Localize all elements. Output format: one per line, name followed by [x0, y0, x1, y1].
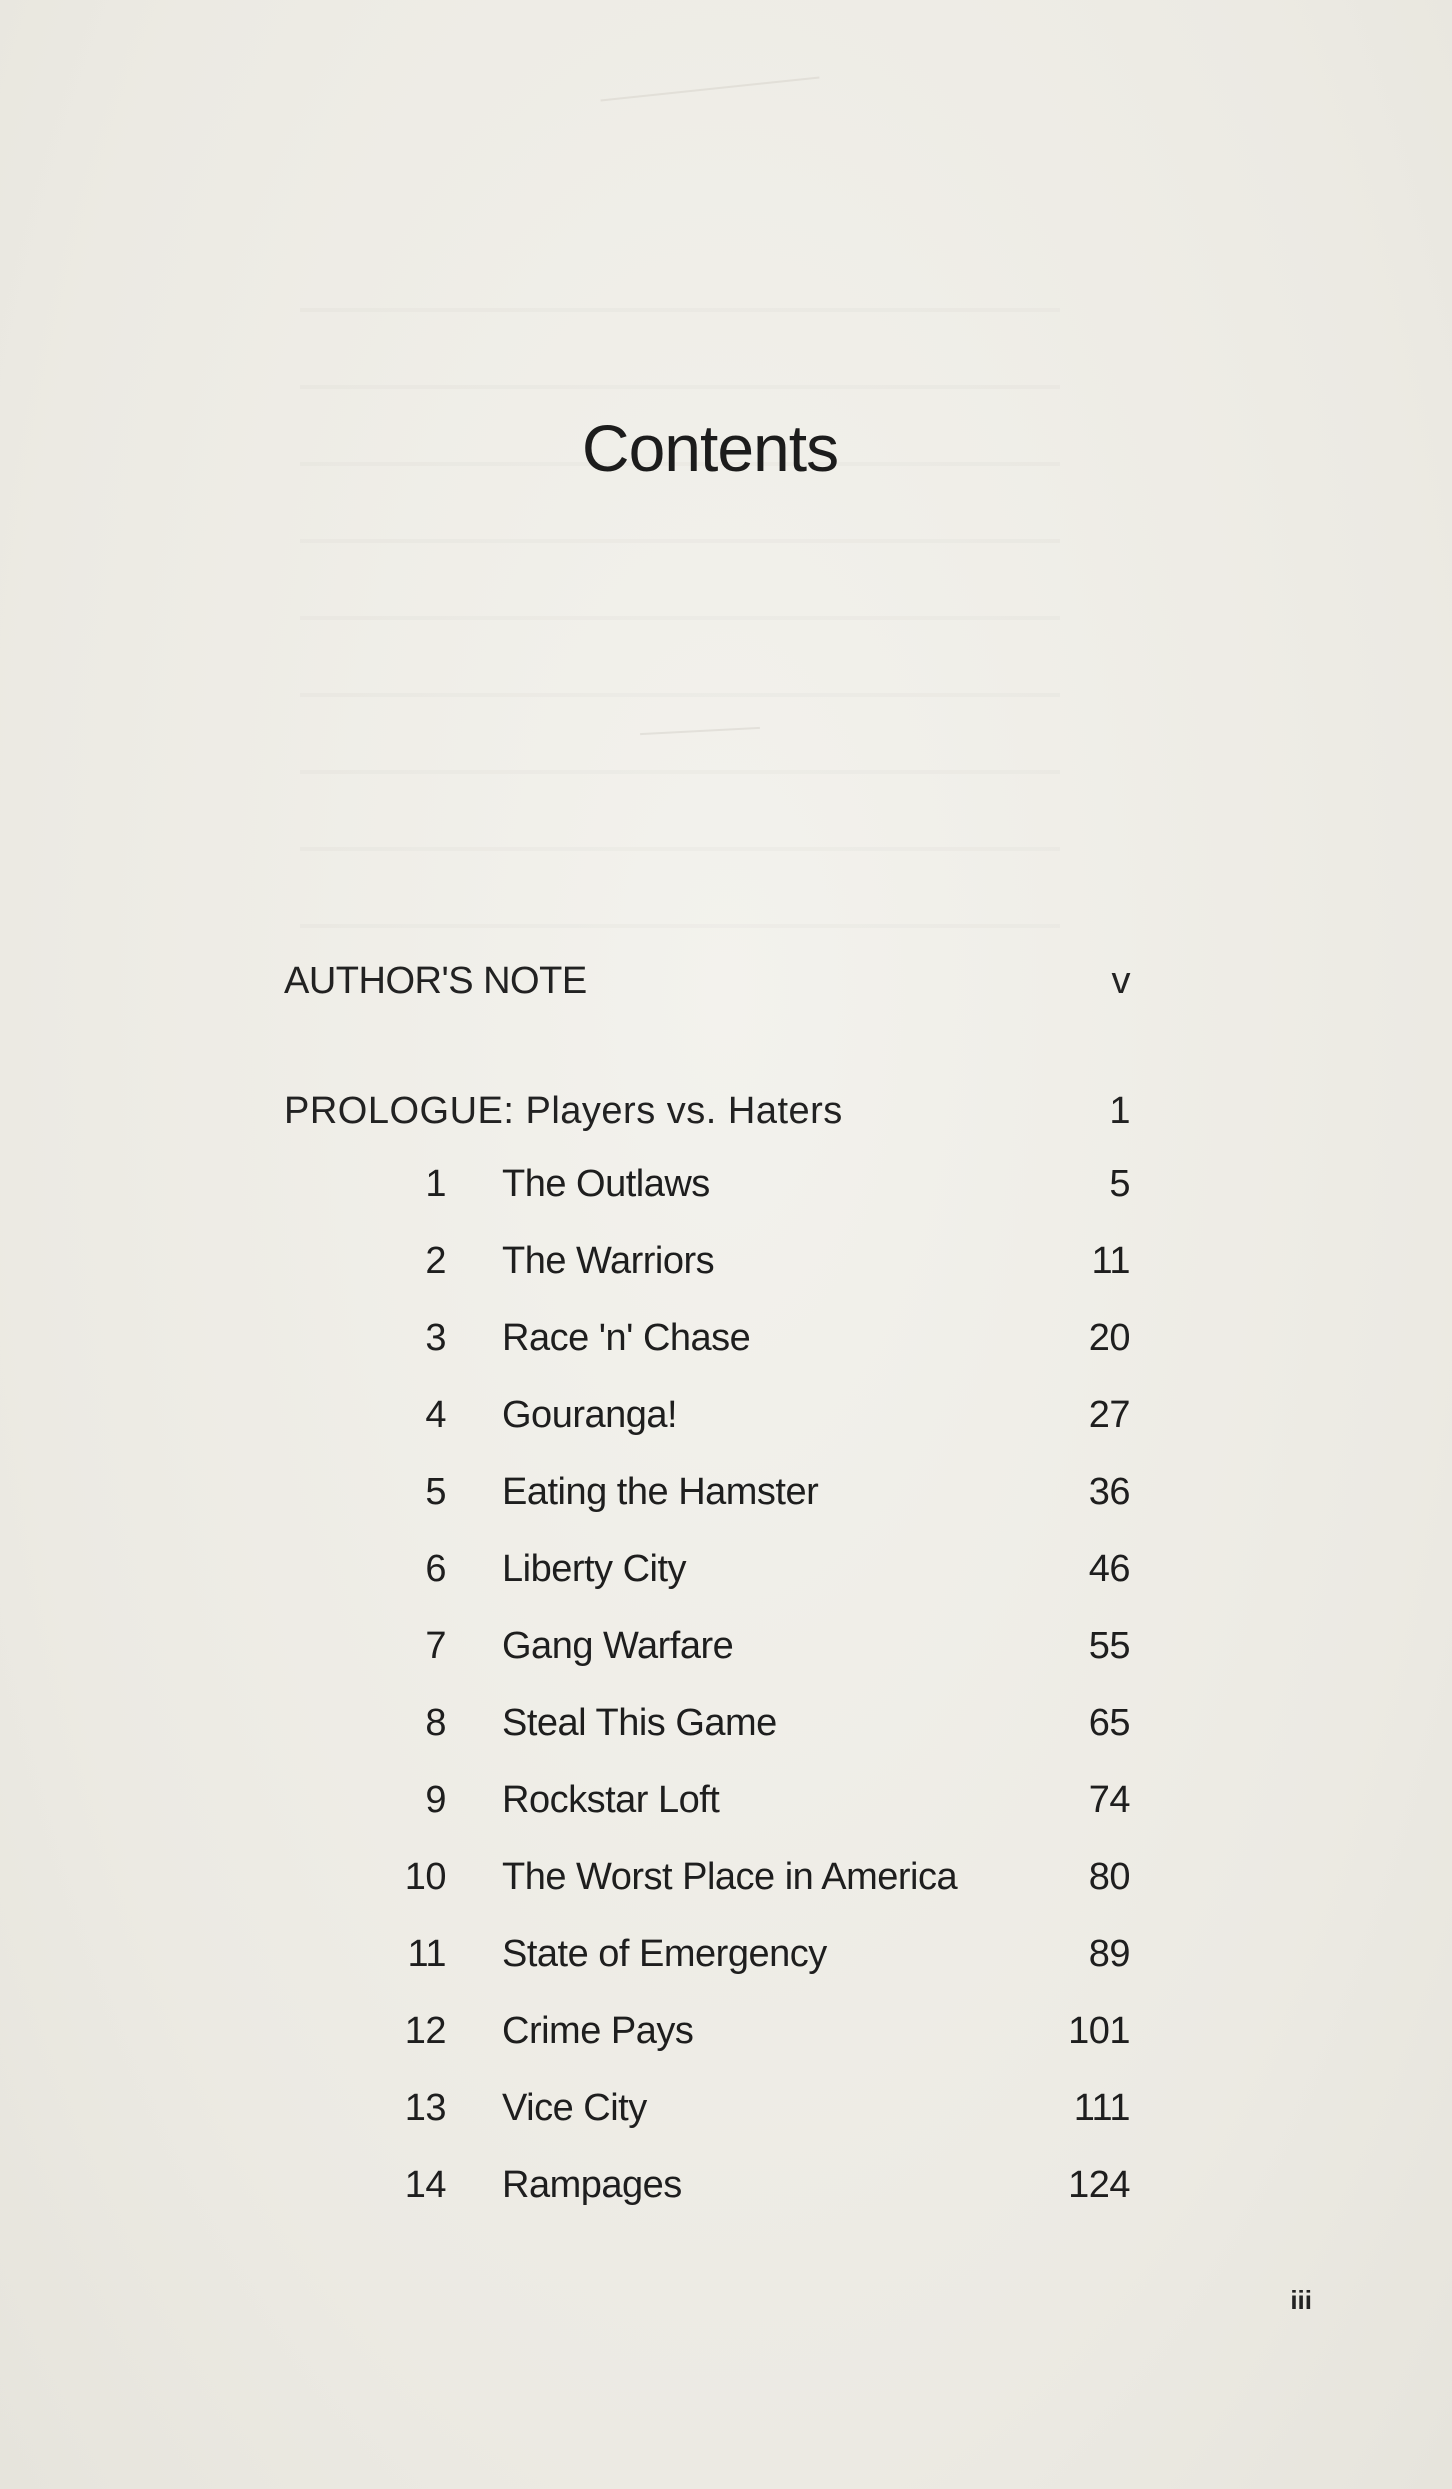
chapter-page: 11	[1091, 1240, 1130, 1282]
chapter-page: 111	[1073, 2087, 1130, 2129]
chapter-page: 101	[1068, 2010, 1130, 2052]
chapter-page: 55	[1088, 1625, 1130, 1667]
chapter-list	[284, 1163, 1130, 2241]
toc-chapter-row[interactable]	[284, 1702, 1130, 1779]
toc-chapter-row[interactable]	[284, 1163, 1130, 1240]
chapter-page: 124	[1068, 2164, 1130, 2206]
toc-chapter-row[interactable]	[284, 1240, 1130, 1317]
toc-chapter-row[interactable]	[284, 1317, 1130, 1394]
chapter-number: 2	[425, 1240, 446, 1282]
chapter-number: 1	[425, 1163, 446, 1205]
toc-entry-prologue[interactable]	[284, 1090, 1130, 1138]
toc-chapter-row[interactable]	[284, 2164, 1130, 2241]
toc-chapter-row[interactable]	[284, 2010, 1130, 2087]
chapter-number: 11	[407, 1933, 446, 1975]
chapter-title: The Warriors	[502, 1240, 715, 1282]
toc-chapter-row[interactable]	[284, 1625, 1130, 1702]
chapter-title: Gouranga!	[502, 1394, 678, 1436]
toc-entry-label: AUTHOR'S NOTE	[284, 960, 587, 1002]
chapter-page: 20	[1088, 1317, 1130, 1359]
toc-chapter-row[interactable]	[284, 1548, 1130, 1625]
chapter-title: Race 'n' Chase	[502, 1317, 751, 1359]
chapter-page: 46	[1088, 1548, 1130, 1590]
chapter-page: 36	[1088, 1471, 1130, 1513]
chapter-title: Eating the Hamster	[502, 1471, 819, 1513]
chapter-number: 12	[404, 2010, 446, 2052]
page-folio: iii	[1290, 2285, 1312, 2315]
chapter-title: Rampages	[502, 2164, 682, 2206]
chapter-number: 14	[404, 2164, 446, 2206]
chapter-page: 80	[1088, 1856, 1130, 1898]
chapter-title: Crime Pays	[502, 2010, 694, 2052]
toc-chapter-row[interactable]	[284, 1933, 1130, 2010]
chapter-number: 5	[425, 1471, 446, 1513]
chapter-page: 27	[1088, 1394, 1130, 1436]
chapter-number: 13	[404, 2087, 446, 2129]
chapter-title: The Worst Place in America	[502, 1856, 958, 1898]
chapter-page: 5	[1109, 1163, 1130, 1205]
chapter-page: 74	[1088, 1779, 1130, 1821]
chapter-number: 3	[425, 1317, 446, 1359]
chapter-title: Vice City	[502, 2087, 647, 2129]
toc-chapter-row[interactable]	[284, 1856, 1130, 1933]
chapter-number: 7	[425, 1625, 446, 1667]
toc-chapter-row[interactable]	[284, 1394, 1130, 1471]
toc-chapter-row[interactable]	[284, 2087, 1130, 2164]
chapter-page: 89	[1088, 1933, 1130, 1975]
chapter-title: Liberty City	[502, 1548, 687, 1590]
toc-entry-page: v	[1111, 960, 1130, 1002]
page-title: Contents	[581, 411, 839, 485]
paper-scratch	[600, 77, 819, 102]
chapter-number: 4	[425, 1394, 446, 1436]
chapter-number: 8	[425, 1702, 446, 1744]
chapter-title: The Outlaws	[502, 1163, 710, 1205]
toc-entry-authors-note[interactable]	[284, 960, 1130, 1008]
toc-chapter-row[interactable]	[284, 1779, 1130, 1856]
chapter-title: Gang Warfare	[502, 1625, 734, 1667]
chapter-title: Steal This Game	[502, 1702, 777, 1744]
chapter-page: 65	[1088, 1702, 1130, 1744]
toc-entry-page: 1	[1109, 1090, 1130, 1132]
show-through-block	[300, 260, 1060, 960]
toc-chapter-row[interactable]	[284, 1471, 1130, 1548]
toc-entry-label: PROLOGUE: Players vs. Haters	[284, 1090, 843, 1132]
chapter-title: Rockstar Loft	[502, 1779, 720, 1821]
chapter-number: 9	[425, 1779, 446, 1821]
chapter-title: State of Emergency	[502, 1933, 827, 1975]
chapter-number: 10	[404, 1856, 446, 1898]
chapter-number: 6	[425, 1548, 446, 1590]
